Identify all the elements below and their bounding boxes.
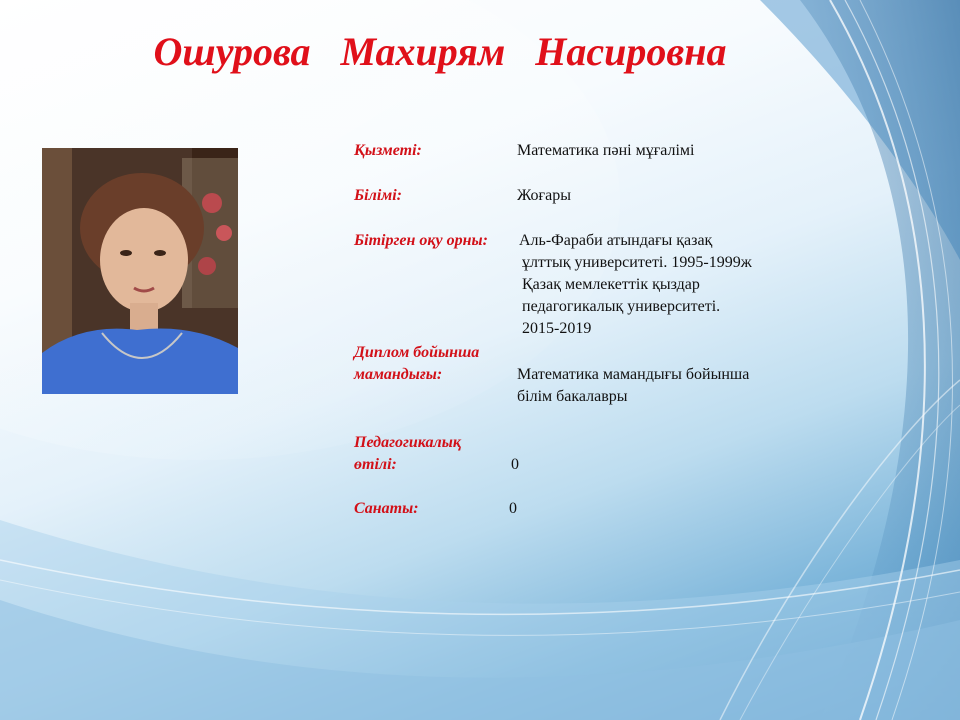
education-value: Жоғары (517, 187, 571, 204)
diploma-label: мамандығы: (354, 366, 443, 383)
portrait-photo-icon (42, 148, 238, 394)
experience-label: өтілі: (354, 456, 397, 473)
graduated-label: Бітірген оқу орны: (354, 232, 488, 249)
category-value: 0 (509, 500, 517, 517)
portrait-photo (42, 148, 238, 394)
graduated-line: ұлттық университеті. 1995-1999ж (522, 254, 752, 271)
diploma-line: білім бакалавры (517, 388, 628, 405)
position-label: Қызметі: (354, 142, 422, 159)
experience-label: Педагогикалық (354, 434, 461, 451)
position-value: Математика пәні мұғалімі (517, 142, 695, 159)
diploma-label: Диплом бойынша (354, 344, 480, 361)
category-label: Санаты: (354, 500, 419, 517)
experience-value: 0 (511, 456, 519, 473)
graduated-line: 2015-2019 (522, 320, 592, 337)
person-name-title: Ошурова Махирям Насировна (153, 29, 727, 74)
diploma-line: Математика мамандығы бойынша (517, 366, 750, 383)
graduated-line: Аль-Фараби атындағы қазақ (519, 232, 713, 249)
graduated-line: педагогикалық университеті. (522, 298, 721, 315)
education-label: Білімі: (354, 187, 402, 204)
graduated-line: Қазақ мемлекеттік қыздар (522, 276, 700, 293)
